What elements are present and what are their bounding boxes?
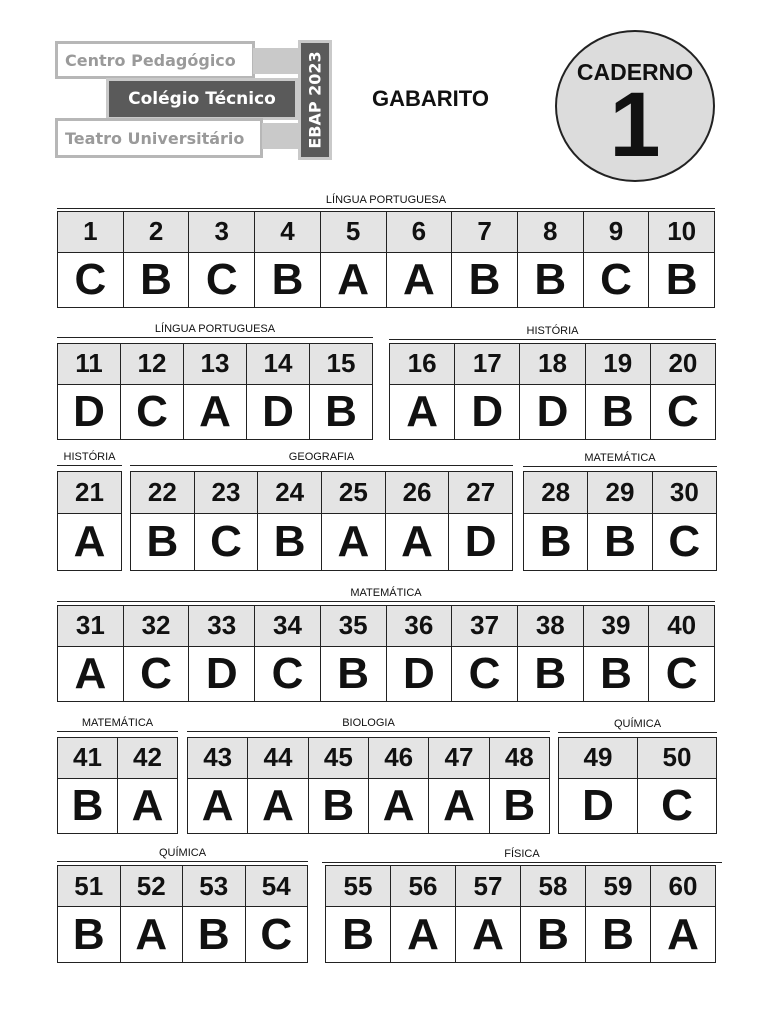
question-number: 3 <box>189 212 254 253</box>
question-number: 8 <box>518 212 583 253</box>
answer-letter: B <box>539 517 572 567</box>
answer-cell <box>310 344 372 439</box>
answer-cell <box>455 344 520 439</box>
answer-group <box>523 471 717 571</box>
answer-cell <box>121 866 184 962</box>
question-number: 16 <box>390 344 454 385</box>
answer-cell <box>189 212 255 307</box>
answer-letter: B <box>271 254 304 304</box>
section-label: HISTÓRIA <box>526 325 579 337</box>
answer-letter: B <box>604 517 636 567</box>
section-label: FÍSICA <box>504 848 540 860</box>
question-number: 53 <box>183 866 245 907</box>
answer-letter: B <box>534 254 567 304</box>
answer-letter: B <box>534 648 567 698</box>
answer-cell <box>638 738 716 833</box>
answer-letter: B <box>337 648 370 698</box>
answer-group <box>57 343 373 440</box>
question-number: 28 <box>524 472 587 514</box>
answer-letter: A <box>74 648 107 698</box>
question-number: 7 <box>452 212 517 253</box>
question-number: 17 <box>455 344 519 385</box>
answer-cell <box>189 606 255 701</box>
answer-cell <box>387 606 453 701</box>
answer-letter: B <box>197 909 230 959</box>
answer-group <box>57 211 715 308</box>
question-number: 32 <box>124 606 189 647</box>
answer-letter: B <box>600 648 632 698</box>
question-number: 12 <box>121 344 183 385</box>
answer-letter: A <box>406 386 438 436</box>
question-number: 5 <box>321 212 386 253</box>
answer-group <box>57 865 308 963</box>
answer-cell <box>490 738 549 833</box>
answer-cell <box>321 606 387 701</box>
answer-letter: C <box>468 648 501 698</box>
answer-cell <box>188 738 248 833</box>
answer-cell <box>118 738 177 833</box>
answer-cell <box>651 866 715 962</box>
answer-letter: A <box>382 780 415 830</box>
logo-vertical-band <box>298 40 332 160</box>
answer-cell <box>520 344 585 439</box>
section-rule <box>523 466 717 467</box>
section-label: MATEMÁTICA <box>584 452 656 464</box>
answer-cell <box>58 606 124 701</box>
answer-cell <box>391 866 456 962</box>
answer-letter: A <box>201 780 234 830</box>
section-label: LÍNGUA PORTUGUESA <box>154 323 276 335</box>
question-number: 54 <box>246 866 308 907</box>
section-label: HISTÓRIA <box>63 451 116 463</box>
answer-cell <box>651 344 715 439</box>
page-title: GABARITO <box>372 86 489 111</box>
answer-letter: D <box>262 386 294 436</box>
question-number: 42 <box>118 738 177 779</box>
question-number: 18 <box>520 344 584 385</box>
section-label: QUÍMICA <box>613 718 662 730</box>
answer-cell <box>58 344 121 439</box>
answer-cell <box>369 738 429 833</box>
section-rule <box>130 465 513 466</box>
question-number: 56 <box>391 866 455 907</box>
answer-cell <box>588 472 652 570</box>
question-number: 23 <box>195 472 258 514</box>
answer-letter: C <box>205 254 238 304</box>
answer-letter: A <box>337 254 370 304</box>
answer-letter: A <box>472 909 504 959</box>
answer-letter: B <box>665 254 698 304</box>
question-number: 29 <box>588 472 651 514</box>
question-number: 6 <box>387 212 452 253</box>
question-number: 15 <box>310 344 372 385</box>
answer-letter: B <box>146 517 179 567</box>
answer-letter: C <box>74 254 107 304</box>
answer-letter: A <box>667 909 699 959</box>
question-number: 57 <box>456 866 520 907</box>
answer-cell <box>183 866 246 962</box>
answer-cell <box>452 212 518 307</box>
question-number: 10 <box>649 212 714 253</box>
question-number: 47 <box>429 738 488 779</box>
answer-cell <box>386 472 450 570</box>
question-number: 25 <box>322 472 385 514</box>
answer-cell <box>387 212 453 307</box>
question-number: 21 <box>58 472 121 514</box>
section-label: MATEMÁTICA <box>81 717 154 729</box>
answer-cell <box>258 472 322 570</box>
answer-letter: B <box>72 909 105 959</box>
answer-cell <box>58 738 118 833</box>
question-number: 40 <box>649 606 714 647</box>
question-number: 9 <box>584 212 649 253</box>
answer-letter: A <box>401 517 433 567</box>
question-number: 11 <box>58 344 120 385</box>
answer-cell <box>584 606 650 701</box>
answer-cell <box>58 866 121 962</box>
answer-letter: B <box>325 386 357 436</box>
answer-letter: D <box>205 648 238 698</box>
answer-cell <box>559 738 638 833</box>
question-number: 55 <box>326 866 390 907</box>
answer-letter: C <box>668 517 701 567</box>
logo-line-centro: Centro Pedagógico <box>55 41 255 79</box>
answer-letter: A <box>443 780 475 830</box>
answer-group <box>325 865 716 963</box>
answer-group <box>130 471 513 571</box>
question-number: 38 <box>518 606 583 647</box>
answer-letter: A <box>262 780 294 830</box>
section-rule <box>558 732 717 733</box>
booklet-number: 1 <box>609 74 661 176</box>
answer-cell <box>586 866 651 962</box>
question-number: 34 <box>255 606 320 647</box>
answer-cell <box>649 606 714 701</box>
answer-letter: D <box>73 386 105 436</box>
answer-letter: C <box>600 254 632 304</box>
section-label: LÍNGUA PORTUGUESA <box>325 194 447 206</box>
answer-cell <box>248 738 308 833</box>
answer-cell <box>326 866 391 962</box>
logo-decoration <box>253 48 299 74</box>
question-number: 49 <box>559 738 637 779</box>
answer-letter: D <box>471 386 504 436</box>
logo-vertical-text: EBAP 2023 <box>305 51 325 149</box>
answer-cell <box>121 344 184 439</box>
answer-letter: B <box>601 386 634 436</box>
answer-group <box>558 737 717 834</box>
question-number: 44 <box>248 738 307 779</box>
answer-letter: D <box>536 386 569 436</box>
question-number: 19 <box>586 344 650 385</box>
answer-letter: D <box>464 517 497 567</box>
answer-letter: B <box>537 909 569 959</box>
answer-group <box>57 737 178 834</box>
answer-letter: B <box>71 780 104 830</box>
answer-letter: C <box>661 780 693 830</box>
answer-letter: C <box>136 386 168 436</box>
question-number: 20 <box>651 344 715 385</box>
answer-cell <box>131 472 195 570</box>
question-number: 4 <box>255 212 320 253</box>
answer-cell <box>124 212 190 307</box>
answer-letter: D <box>582 780 614 830</box>
answer-letter: A <box>402 254 435 304</box>
answer-cell <box>309 738 369 833</box>
answer-cell <box>322 472 386 570</box>
question-number: 48 <box>490 738 549 779</box>
answer-cell <box>653 472 716 570</box>
answer-group <box>57 605 715 702</box>
question-number: 50 <box>638 738 716 779</box>
answer-cell <box>321 212 387 307</box>
answer-letter: C <box>140 648 172 698</box>
answer-letter: C <box>667 386 699 436</box>
question-number: 52 <box>121 866 183 907</box>
answer-letter: B <box>322 780 355 830</box>
answer-cell <box>184 344 247 439</box>
question-number: 1 <box>58 212 123 253</box>
question-number: 22 <box>131 472 194 514</box>
answer-cell <box>449 472 512 570</box>
section-rule <box>57 208 715 209</box>
question-number: 24 <box>258 472 321 514</box>
section-rule <box>389 339 716 340</box>
answer-cell <box>247 344 310 439</box>
logo-line-teatro: Teatro Universitário <box>55 118 263 158</box>
answer-letter: B <box>468 254 501 304</box>
answer-letter: C <box>271 648 304 698</box>
section-label: GEOGRAFIA <box>288 451 355 463</box>
question-number: 58 <box>521 866 585 907</box>
answer-cell <box>58 472 121 570</box>
answer-cell <box>452 606 518 701</box>
answer-letter: A <box>135 909 168 959</box>
answer-cell <box>586 344 651 439</box>
answer-letter: C <box>665 648 698 698</box>
answer-group <box>57 471 122 571</box>
answer-cell <box>124 606 190 701</box>
question-number: 13 <box>184 344 246 385</box>
answer-letter: B <box>140 254 172 304</box>
answer-letter: A <box>199 386 231 436</box>
answer-letter: D <box>402 648 435 698</box>
question-number: 27 <box>449 472 512 514</box>
answer-cell <box>246 866 308 962</box>
section-rule <box>57 861 308 862</box>
question-number: 43 <box>188 738 247 779</box>
question-number: 45 <box>309 738 368 779</box>
section-rule <box>57 601 715 602</box>
question-number: 59 <box>586 866 650 907</box>
question-number: 37 <box>452 606 517 647</box>
answer-letter: A <box>337 517 370 567</box>
answer-cell <box>58 212 124 307</box>
answer-group <box>389 343 716 440</box>
question-number: 36 <box>387 606 452 647</box>
answer-letter: A <box>73 517 106 567</box>
answer-cell <box>255 606 321 701</box>
answer-cell <box>518 212 584 307</box>
question-number: 41 <box>58 738 117 779</box>
section-rule <box>187 731 550 732</box>
answer-cell <box>255 212 321 307</box>
logo-line-colegio: Colégio Técnico <box>106 78 298 120</box>
answer-letter: B <box>602 909 634 959</box>
section-label: QUÍMICA <box>158 847 207 859</box>
answer-cell <box>390 344 455 439</box>
section-rule <box>322 862 722 863</box>
answer-letter: B <box>342 909 374 959</box>
section-label: MATEMÁTICA <box>350 587 422 599</box>
logo-decoration <box>262 123 299 149</box>
question-number: 31 <box>58 606 123 647</box>
answer-cell <box>649 212 714 307</box>
answer-letter: A <box>131 780 164 830</box>
section-label: BIOLOGIA <box>342 717 395 729</box>
answer-cell <box>584 212 650 307</box>
answer-letter: B <box>503 780 536 830</box>
answer-letter: B <box>273 517 306 567</box>
answer-cell <box>521 866 586 962</box>
answer-letter: C <box>210 517 242 567</box>
answer-cell <box>429 738 489 833</box>
answer-group <box>187 737 550 834</box>
section-rule <box>57 731 178 732</box>
answer-cell <box>524 472 588 570</box>
question-number: 26 <box>386 472 449 514</box>
question-number: 39 <box>584 606 649 647</box>
question-number: 33 <box>189 606 254 647</box>
question-number: 60 <box>651 866 715 907</box>
question-number: 30 <box>653 472 716 514</box>
section-rule <box>57 337 373 338</box>
question-number: 14 <box>247 344 309 385</box>
section-rule <box>57 465 122 466</box>
answer-cell <box>518 606 584 701</box>
question-number: 51 <box>58 866 120 907</box>
question-number: 2 <box>124 212 189 253</box>
booklet-label: CADERNO <box>576 59 694 85</box>
answer-cell <box>195 472 259 570</box>
answer-cell <box>456 866 521 962</box>
question-number: 35 <box>321 606 386 647</box>
booklet-badge <box>555 30 715 182</box>
answer-letter: A <box>407 909 439 959</box>
answer-letter: C <box>260 909 293 959</box>
question-number: 46 <box>369 738 428 779</box>
